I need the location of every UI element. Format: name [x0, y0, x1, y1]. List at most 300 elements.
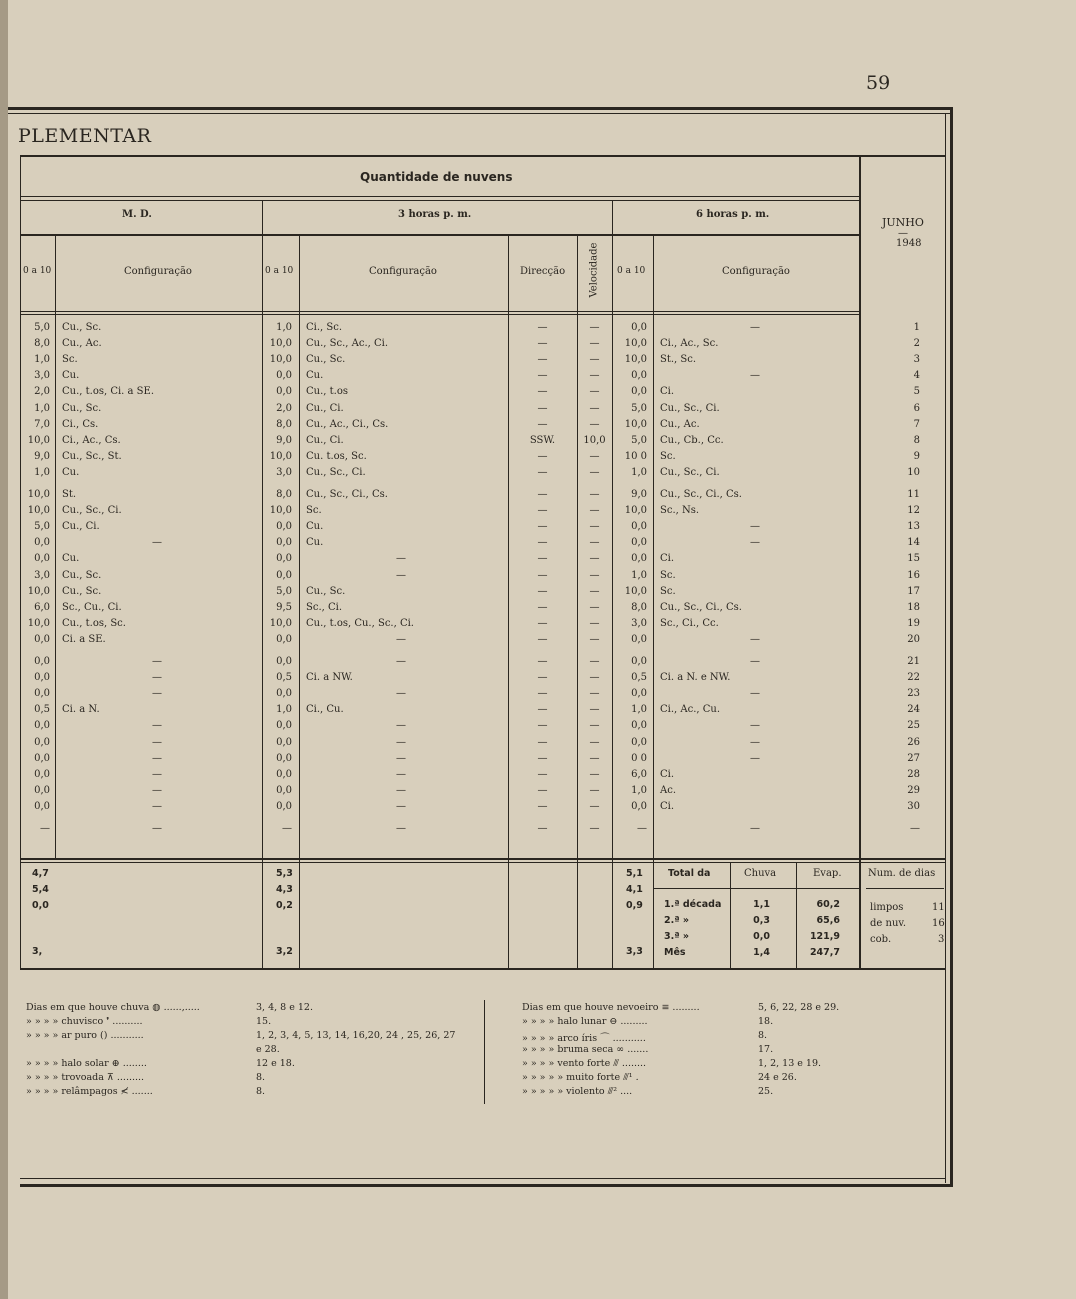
h6-value: 5,0 — [631, 402, 647, 414]
h3-velocity: — — [589, 386, 600, 398]
md-value: 0,0 — [34, 688, 50, 700]
h6-config: — — [750, 736, 760, 748]
day-number: 20 — [907, 633, 920, 645]
summary-col-evap — [796, 862, 797, 968]
h3-direction: — — [537, 656, 548, 667]
day-number: 16 — [907, 569, 920, 581]
col-rule-6h-end — [859, 157, 861, 968]
h6-value: 1,0 — [631, 466, 647, 478]
h3-direction: — — [537, 386, 548, 398]
md-config: Cu., Ci. — [62, 521, 100, 533]
day-number: 17 — [907, 585, 920, 597]
h6-config: — — [750, 688, 760, 700]
h3-value: 10,0 — [269, 617, 292, 629]
h6-config: Sc. — [660, 569, 676, 581]
h3-config: — — [396, 569, 406, 581]
h6-config: Ci., Ac., Sc. — [660, 338, 719, 350]
h6-value: 0,0 — [631, 800, 647, 812]
summary-num-dias-rule — [866, 888, 944, 889]
col-head-scale-6h: 0 a 10 — [617, 266, 646, 276]
binding-shadow — [0, 0, 8, 1299]
h6-value: 0,0 — [631, 322, 647, 333]
md-config: Ci., Ac., Cs. — [62, 434, 121, 446]
h3-config: — — [396, 784, 406, 796]
h3-velocity: — — [589, 617, 600, 629]
h3-velocity: — — [589, 354, 600, 366]
md-value: 1,0 — [34, 402, 50, 414]
h6-value: 0,0 — [631, 656, 647, 667]
h6-value: 0,0 — [631, 720, 647, 732]
md-value: 7,0 — [34, 418, 50, 430]
day-number: 4 — [913, 370, 920, 382]
md-value: 10,0 — [27, 585, 50, 597]
footnote-label: » » » » vento forte ⫻ ........ — [522, 1058, 647, 1069]
h3-value: 0,0 — [276, 720, 292, 732]
h6-config: — — [750, 633, 760, 645]
day-number: 10 — [907, 466, 920, 478]
summary-md-value: 4,7 — [32, 868, 49, 879]
footnote-value: 3, 4, 8 e 12. — [256, 1002, 313, 1013]
summary-chuva-value: 1,1 — [753, 899, 770, 910]
header-under-rule2 — [20, 200, 860, 201]
section-title: PLEMENTAR — [18, 125, 152, 147]
h3-direction: — — [537, 704, 548, 716]
h6-config: Cu., Sc., Ci. — [660, 466, 720, 478]
md-value: 1,0 — [34, 466, 50, 478]
day-number: — — [910, 823, 920, 834]
md-value: 10,0 — [27, 489, 50, 500]
h6-config: Cu., Sc., Ci., Cs. — [660, 601, 742, 613]
day-number: 28 — [907, 768, 920, 780]
h6-config: — — [750, 720, 760, 732]
summary-chuva-value: 0,0 — [753, 931, 770, 942]
h3-velocity: — — [589, 784, 600, 796]
h3-direction: — — [537, 672, 548, 684]
md-value: 0,0 — [34, 736, 50, 748]
h6-value: 0,0 — [631, 736, 647, 748]
h3-velocity: — — [589, 521, 600, 533]
day-number: 6 — [913, 402, 920, 414]
h3-direction: — — [537, 322, 548, 333]
md-config: Cu., Sc. — [62, 585, 102, 597]
md-value: 0,0 — [34, 768, 50, 780]
col-head-scale-3h: 0 a 10 — [265, 266, 294, 276]
h6-value: 0,0 — [631, 537, 647, 549]
md-value: 8,0 — [34, 338, 50, 350]
h3-direction: — — [537, 617, 548, 629]
h3-value: 2,0 — [276, 402, 292, 414]
h3-value: 0,0 — [276, 688, 292, 700]
md-config: Cu. — [62, 466, 80, 478]
h3-config: Cu., Ci. — [306, 402, 344, 414]
h3-value: — — [282, 823, 292, 834]
md-value: — — [40, 823, 50, 834]
h3-velocity: — — [589, 450, 600, 462]
footnote-label: Dias em que houve nevoeiro ≡ ......... — [522, 1002, 700, 1013]
header-md: M. D. — [122, 209, 152, 220]
day-number: 9 — [913, 450, 920, 462]
md-config: — — [152, 736, 162, 748]
h3-value: 1,0 — [276, 704, 292, 716]
h3-config: — — [396, 823, 406, 834]
h3-direction: — — [537, 521, 548, 533]
h3-value: 0,0 — [276, 784, 292, 796]
md-config: Ci., Cs. — [62, 418, 99, 430]
h3-config: Sc. — [306, 505, 322, 517]
h6-value: 10,0 — [624, 354, 647, 366]
summary-limpos-v: 11 — [932, 902, 945, 913]
h3-value: 1,0 — [276, 322, 292, 333]
header-under-rule — [20, 196, 860, 197]
h3-velocity: — — [589, 736, 600, 748]
h6-value: 0,0 — [631, 553, 647, 565]
h3-direction: — — [537, 418, 548, 430]
header-month: JUNHO — [882, 216, 924, 229]
day-number: 23 — [907, 688, 920, 700]
h3-value: 8,0 — [276, 418, 292, 430]
day-number: 21 — [907, 656, 920, 667]
h3-velocity: — — [589, 585, 600, 597]
md-config: — — [152, 823, 162, 834]
h3-value: 0,0 — [276, 386, 292, 398]
day-number: 27 — [907, 752, 920, 764]
summary-md-value: 0,0 — [32, 900, 49, 911]
h6-value: — — [637, 823, 647, 834]
h6-value: 10,0 — [624, 338, 647, 350]
h3-value: 10,0 — [269, 338, 292, 350]
h3-direction: — — [537, 569, 548, 581]
h6-value: 10,0 — [624, 585, 647, 597]
bottom-rule-thin — [20, 1178, 945, 1179]
h3-config: Cu., Sc., Ci. — [306, 466, 366, 478]
h6-value: 6,0 — [631, 768, 647, 780]
h3-value: 9,5 — [276, 601, 292, 613]
md-value: 5,0 — [34, 322, 50, 333]
md-config: Cu., Sc., Ci. — [62, 505, 122, 517]
col-head-config-3h: Configuração — [369, 266, 437, 277]
day-number: 5 — [913, 386, 920, 398]
h3-direction: — — [537, 450, 548, 462]
summary-evap-value: 121,9 — [809, 931, 840, 942]
h3-velocity: — — [589, 768, 600, 780]
h3-config: Ci. a NW. — [306, 672, 353, 684]
md-value: 0,0 — [34, 752, 50, 764]
md-value: 3,0 — [34, 370, 50, 382]
h6-config: Ci. a N. e NW. — [660, 672, 731, 684]
h3-value: 9,0 — [276, 434, 292, 446]
md-config: — — [152, 720, 162, 732]
summary-h6-value: 3,3 — [626, 946, 643, 957]
h6-config: Sc., Ns. — [660, 505, 700, 517]
h3-direction: — — [537, 823, 548, 834]
md-value: 0,0 — [34, 633, 50, 645]
summary-evap-value: 60,2 — [816, 899, 840, 910]
md-config: Cu., t.os, Ci. a SE. — [62, 386, 155, 398]
h6-config: St., Sc. — [660, 354, 697, 366]
md-config: Cu., Sc. — [62, 569, 102, 581]
h3-config: Cu. t.os, Sc. — [306, 450, 367, 462]
footnote-value: 18. — [758, 1016, 774, 1027]
h6-value: 1,0 — [631, 784, 647, 796]
h3-config: — — [396, 553, 406, 565]
h6-value: 0,0 — [631, 386, 647, 398]
h3-value: 0,0 — [276, 656, 292, 667]
col-head-rule2 — [20, 314, 860, 315]
h3-config: Cu. — [306, 537, 324, 549]
md-config: — — [152, 800, 162, 812]
h3-velocity: — — [589, 505, 600, 517]
summary-h3-value: 0,2 — [276, 900, 293, 911]
h3-velocity: — — [589, 752, 600, 764]
h3-direction: — — [537, 768, 548, 780]
h3-config: Cu., Sc. — [306, 354, 346, 366]
day-number: 18 — [907, 601, 920, 613]
md-value: 10,0 — [27, 617, 50, 629]
summary-md-value: 3, — [32, 946, 43, 957]
h3-config: — — [396, 656, 406, 667]
md-value: 9,0 — [34, 450, 50, 462]
h6-value: 0,0 — [631, 370, 647, 382]
h6-config: — — [750, 537, 760, 549]
h3-direction: — — [537, 466, 548, 478]
h6-value: 5,0 — [631, 434, 647, 446]
summary-h3-value: 4,3 — [276, 884, 293, 895]
footnote-label: » » » » chuvisco ❜ .......... — [26, 1016, 143, 1027]
summary-period-label: 3.ª » — [664, 931, 690, 942]
h6-value: 10 0 — [624, 450, 647, 462]
h6-config: Ci., Ac., Cu. — [660, 704, 721, 716]
h3-velocity: — — [589, 553, 600, 565]
h3-config: Cu., Sc., Ac., Ci. — [306, 338, 389, 350]
right-border — [950, 107, 953, 1187]
h6-config: Cu., Sc., Ci., Cs. — [660, 489, 742, 500]
md-value: 0,0 — [34, 537, 50, 549]
summary-nuv-v: 16 — [932, 918, 945, 929]
md-config: — — [152, 537, 162, 549]
h6-config: Ci. — [660, 386, 675, 398]
h3-value: 10,0 — [269, 354, 292, 366]
h6-config: Ci. — [660, 768, 675, 780]
h3-config: Ci., Sc. — [306, 322, 343, 333]
h3-direction: — — [537, 505, 548, 517]
md-value: 10,0 — [27, 434, 50, 446]
h3-config: — — [396, 768, 406, 780]
h3-value: 0,0 — [276, 569, 292, 581]
h3-direction: — — [537, 601, 548, 613]
h3-velocity: — — [589, 418, 600, 430]
day-number: 8 — [913, 434, 920, 446]
h3-velocity: — — [589, 466, 600, 478]
day-number: 1 — [913, 322, 920, 333]
md-config: — — [152, 752, 162, 764]
h6-config: Cu., Cb., Cc. — [660, 434, 724, 446]
h3-direction: — — [537, 537, 548, 549]
footnote-value: 1, 2, 13 e 19. — [758, 1058, 822, 1069]
h3-direction: — — [537, 736, 548, 748]
header-month-dash: — — [898, 228, 908, 239]
h3-velocity: — — [589, 633, 600, 645]
md-config: — — [152, 688, 162, 700]
md-value: 5,0 — [34, 521, 50, 533]
h3-direction: — — [537, 633, 548, 645]
header-year: 1948 — [896, 238, 922, 249]
h3-value: 0,0 — [276, 752, 292, 764]
footnote-label: Dias em que houve chuva ◍ ......,..... — [26, 1002, 200, 1013]
col-head-config-6h: Configuração — [722, 266, 790, 277]
md-value: 0,0 — [34, 672, 50, 684]
summary-col-chuva — [730, 862, 731, 968]
h3-velocity: — — [589, 569, 600, 581]
h6-value: 0,0 — [631, 521, 647, 533]
h6-config: Ac. — [660, 784, 677, 796]
day-number: 15 — [907, 553, 920, 565]
md-value: 0,0 — [34, 784, 50, 796]
subheader-rule — [20, 234, 860, 236]
footnote-label: » » » » ar puro () ........... — [26, 1030, 144, 1041]
footnote-label: » » » » » violento ⫻² .... — [522, 1086, 633, 1097]
header-3h: 3 horas p. m. — [398, 209, 472, 220]
md-value: 0,0 — [34, 720, 50, 732]
h3-config: Cu., t.os, Cu., Sc., Ci. — [306, 617, 414, 629]
h3-value: 8,0 — [276, 489, 292, 500]
h3-config: Cu., t.os — [306, 386, 348, 398]
top-rule — [8, 107, 952, 110]
top-rule-thin — [8, 113, 952, 114]
footnote-label: » » » » bruma seca ∞ ....... — [522, 1044, 649, 1055]
footnote-value: e 28. — [256, 1044, 280, 1055]
col-head-vel: Velocidade — [588, 242, 600, 298]
footnote-label: » » » » trovoada ⊼ ......... — [26, 1072, 145, 1083]
h3-config: Cu., Sc., Ci., Cs. — [306, 489, 388, 500]
h6-config: Ci. — [660, 553, 675, 565]
h6-value: 0,5 — [631, 672, 647, 684]
h3-velocity: — — [589, 656, 600, 667]
h3-direction: — — [537, 688, 548, 700]
md-value: 0,5 — [34, 704, 50, 716]
h3-value: 3,0 — [276, 466, 292, 478]
md-config: Cu., Ac. — [62, 338, 102, 350]
h3-velocity: — — [589, 489, 600, 500]
md-config: Cu. — [62, 553, 80, 565]
h3-direction: — — [537, 354, 548, 366]
h3-direction: — — [537, 553, 548, 565]
day-number: 25 — [907, 720, 920, 732]
summary-h6-value: 5,1 — [626, 868, 643, 879]
h3-value: 0,0 — [276, 633, 292, 645]
footnote-value: 8. — [256, 1086, 266, 1097]
day-number: 26 — [907, 736, 920, 748]
summary-evap-value: 247,7 — [809, 947, 840, 958]
right-border-thin — [945, 113, 946, 1183]
h3-value: 10,0 — [269, 505, 292, 517]
summary-hdr-rule — [653, 888, 859, 889]
h3-value: 5,0 — [276, 585, 292, 597]
summary-h3-value: 3,2 — [276, 946, 293, 957]
h3-direction: SSW. — [529, 434, 556, 446]
h6-value: 8,0 — [631, 601, 647, 613]
h3-direction: — — [537, 489, 548, 500]
col-rule-md-end — [262, 200, 263, 968]
footnote-value: 15. — [256, 1016, 272, 1027]
h6-config: Sc. — [660, 450, 676, 462]
h3-config: Cu., Sc. — [306, 585, 346, 597]
h3-direction: — — [537, 402, 548, 414]
md-config: Cu., t.os, Sc. — [62, 617, 126, 629]
h3-config: Cu., Ci. — [306, 434, 344, 446]
day-number: 7 — [913, 418, 920, 430]
day-number: 14 — [907, 537, 920, 549]
footnote-label: » » » » relâmpagos ≮ ....... — [26, 1086, 153, 1097]
col-head-rule — [20, 311, 860, 312]
day-number: 11 — [907, 489, 920, 500]
col-rule-md — [55, 236, 56, 858]
h3-value: 10,0 — [269, 450, 292, 462]
md-config: Sc. — [62, 354, 78, 366]
h6-value: 0,0 — [631, 688, 647, 700]
md-config: St. — [62, 489, 77, 500]
footnote-value: 8. — [256, 1072, 266, 1083]
h3-value: 0,5 — [276, 672, 292, 684]
summary-h6-value: 4,1 — [626, 884, 643, 895]
h3-config: — — [396, 688, 406, 700]
h3-config: Sc., Ci. — [306, 601, 343, 613]
md-config: Cu., Sc. — [62, 322, 102, 333]
h3-velocity: — — [589, 537, 600, 549]
h6-config: — — [750, 823, 760, 834]
summary-evap-head: Evap. — [813, 868, 842, 879]
md-config: Cu., Sc. — [62, 402, 102, 414]
footnote-label: » » » » halo lunar ⊖ ......... — [522, 1016, 648, 1027]
h3-velocity: — — [589, 338, 600, 350]
summary-md-value: 5,4 — [32, 884, 49, 895]
summary-nuv: de nuv. — [870, 918, 907, 929]
h3-direction: — — [537, 585, 548, 597]
h3-velocity: — — [589, 672, 600, 684]
summary-chuva-head: Chuva — [744, 868, 777, 879]
h3-velocity: — — [589, 688, 600, 700]
footnote-label: » » » » » muito forte ⫻¹ . — [522, 1072, 639, 1083]
h3-velocity: 10,0 — [583, 434, 606, 446]
md-config: — — [152, 784, 162, 796]
footnote-value: 24 e 26. — [758, 1072, 797, 1083]
h6-value: 10,0 — [624, 505, 647, 517]
md-config: Ci. a SE. — [62, 633, 106, 645]
h3-velocity: — — [589, 720, 600, 732]
summary-chuva-value: 1,4 — [753, 947, 770, 958]
footnote-label: » » » » arco íris ⌒ ........... — [522, 1033, 646, 1044]
day-number: 3 — [913, 354, 920, 366]
md-value: 10,0 — [27, 505, 50, 517]
md-value: 3,0 — [34, 569, 50, 581]
h6-value: 1,0 — [631, 704, 647, 716]
h3-direction: — — [537, 720, 548, 732]
summary-chuva-value: 0,3 — [753, 915, 770, 926]
md-config: Cu., Sc., St. — [62, 450, 122, 462]
footnote-value: 8. — [758, 1030, 768, 1041]
h3-velocity: — — [589, 601, 600, 613]
footnote-value: 25. — [758, 1086, 774, 1097]
summary-period-label: 2.ª » — [664, 915, 690, 926]
summary-period-label: Mês — [664, 947, 686, 958]
table-bottom-rule — [20, 968, 945, 970]
h3-config: — — [396, 633, 406, 645]
md-config: — — [152, 672, 162, 684]
table-top-rule — [20, 155, 945, 157]
h3-velocity: — — [589, 800, 600, 812]
summary-h3-value: 5,3 — [276, 868, 293, 879]
summary-cob: cob. — [870, 934, 892, 945]
footnote-value: 1, 2, 3, 4, 5, 13, 14, 16,20, 24 , 25, 26, 27 — [256, 1030, 456, 1041]
